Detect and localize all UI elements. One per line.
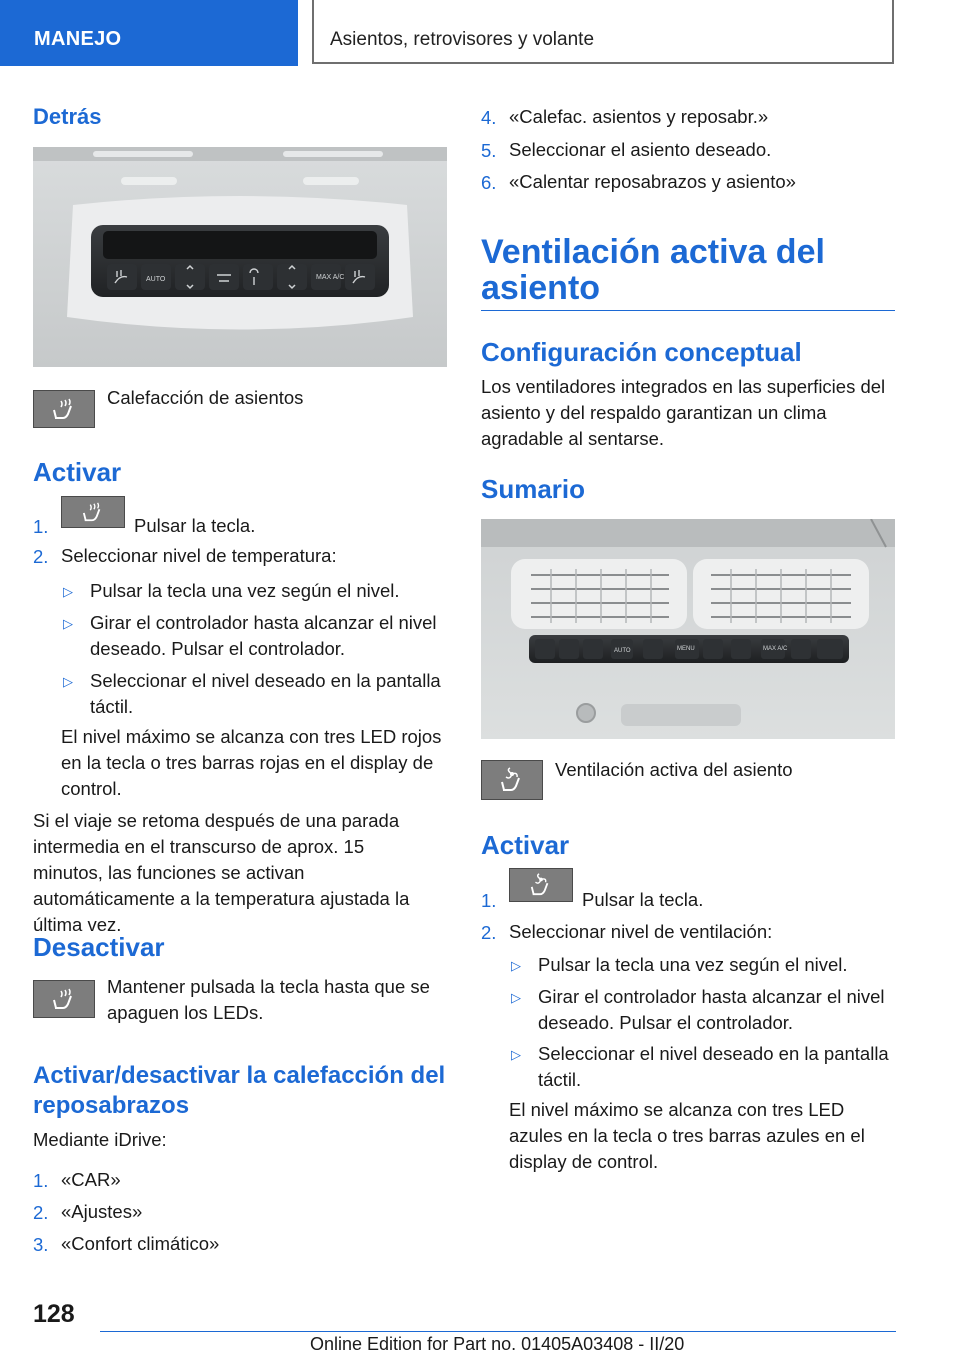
concept-heading: Configuración conceptual: [481, 337, 802, 367]
bullet-triangle-icon: ▷: [63, 584, 73, 599]
seat-ventilation-key-icon: [509, 868, 573, 902]
bullet-triangle-icon: ▷: [63, 674, 73, 689]
panel-label-menu: MENU: [677, 646, 695, 652]
caption-seat-heating: Calefacción de asientos: [107, 387, 304, 408]
max-level-note: El nivel máximo se alcanza con tres LED rojos en la tecla o tres barras rojas en el display de control.: [61, 726, 442, 799]
bullet-text: Girar el controlador hasta alcanzar el nivel deseado. Pulsar el controlador.: [90, 612, 437, 659]
step-text: Seleccionar nivel de temperatura:: [61, 545, 337, 566]
bullet-triangle-icon: ▷: [63, 616, 73, 631]
panel-label-auto: AUTO: [146, 276, 166, 283]
menu-step-text: Seleccionar el asiento deseado.: [509, 139, 772, 160]
bullet-text: Seleccionar el nivel deseado en la pantalla táctil.: [90, 670, 441, 717]
deactivate-text: Mantener pulsada la tecla hasta que se apaguen los LEDs.: [107, 976, 430, 1023]
step-text: Pulsar la tecla.: [134, 515, 256, 536]
section-tab: [0, 0, 298, 66]
bullet-text: Pulsar la tecla una vez según el nivel.: [90, 580, 400, 601]
bullet-text: Seleccionar el nivel deseado en la pantalla táctil.: [538, 1043, 889, 1090]
seat-heating-button-icon: [33, 390, 95, 428]
menu-step-number: 3.: [33, 1234, 49, 1255]
seat-heating-icon: [50, 397, 78, 421]
step-number: 1.: [33, 516, 49, 537]
front-climate-panel-image: [481, 519, 895, 739]
bullet-text: Girar el controlador hasta alcanzar el nivel deseado. Pulsar el controlador.: [538, 986, 885, 1033]
page-number: 128: [33, 1300, 75, 1328]
bullet-triangle-icon: ▷: [511, 1047, 521, 1062]
max-level-note: El nivel máximo se alcanza con tres LED azules en la tecla o tres barras azules en el display de control.: [509, 1099, 865, 1172]
menu-step-number: 2.: [33, 1202, 49, 1223]
armrest-heading: Activar/desactivar la calefacción del reposabrazos: [33, 1062, 446, 1119]
seat-heating-key-icon: [61, 496, 125, 528]
section-divider: [481, 310, 895, 311]
seat-ventilation-icon: [528, 873, 554, 897]
seat-ventilation-button-icon: [481, 760, 543, 800]
rear-heading: Detrás: [33, 104, 102, 129]
vent-section-title: Ventilación activa del asiento: [481, 233, 825, 307]
activate-heading-left: Activar: [33, 457, 122, 487]
step-text: Seleccionar nivel de ventilación:: [509, 921, 773, 942]
menu-step-text: «Calefac. asientos y reposabr.»: [509, 106, 769, 127]
seat-ventilation-icon: [498, 767, 526, 793]
idrive-intro: Mediante iDrive:: [33, 1129, 167, 1150]
panel-label-max-ac: MAX A/C: [763, 646, 788, 652]
rear-climate-panel-image: [33, 147, 447, 367]
seat-heating-icon: [50, 987, 78, 1011]
edition-note: Online Edition for Part no. 01405A03408 - II/20: [310, 1334, 685, 1354]
menu-step-text: «Confort climático»: [61, 1233, 220, 1254]
resume-paragraph: Si el viaje se retoma después de una parada intermedia en el transcurso de aprox. 15 minutos, las funciones se activan automáticamente a la temperatura ajustada la última vez.: [33, 810, 410, 935]
activate-heading-right: Activar: [481, 830, 570, 860]
menu-step-text: «Calentar reposabrazos y asiento»: [509, 171, 796, 192]
summary-heading: Sumario: [481, 474, 586, 504]
step-number: 1.: [481, 890, 497, 911]
concept-text: Los ventiladores integrados en las superficies del asiento y del respaldo garantizan un clima agradable al sentarse.: [481, 376, 886, 449]
chapter-title: Asientos, retrovisores y volante: [330, 29, 595, 50]
panel-label-auto: AUTO: [614, 648, 631, 654]
menu-step-number: 6.: [481, 172, 497, 193]
menu-step-number: 5.: [481, 140, 497, 161]
step-number: 2.: [33, 546, 49, 567]
panel-label-max-ac: MAX A/C: [316, 274, 345, 281]
seat-heating-button-icon: [33, 980, 95, 1018]
menu-step-number: 4.: [481, 107, 497, 128]
bullet-triangle-icon: ▷: [511, 990, 521, 1005]
chapter-header: [312, 0, 894, 64]
deactivate-heading: Desactivar: [33, 932, 165, 962]
menu-step-number: 1.: [33, 1170, 49, 1191]
bullet-triangle-icon: ▷: [511, 958, 521, 973]
footer-divider: [100, 1331, 896, 1332]
section-title: MANEJO: [34, 28, 122, 50]
bullet-text: Pulsar la tecla una vez según el nivel.: [538, 954, 848, 975]
menu-step-text: «Ajustes»: [61, 1201, 143, 1222]
seat-heating-icon: [80, 501, 106, 523]
step-number: 2.: [481, 922, 497, 943]
caption-seat-ventilation: Ventilación activa del asiento: [555, 759, 793, 780]
menu-step-text: «CAR»: [61, 1169, 121, 1190]
step-text: Pulsar la tecla.: [582, 889, 704, 910]
